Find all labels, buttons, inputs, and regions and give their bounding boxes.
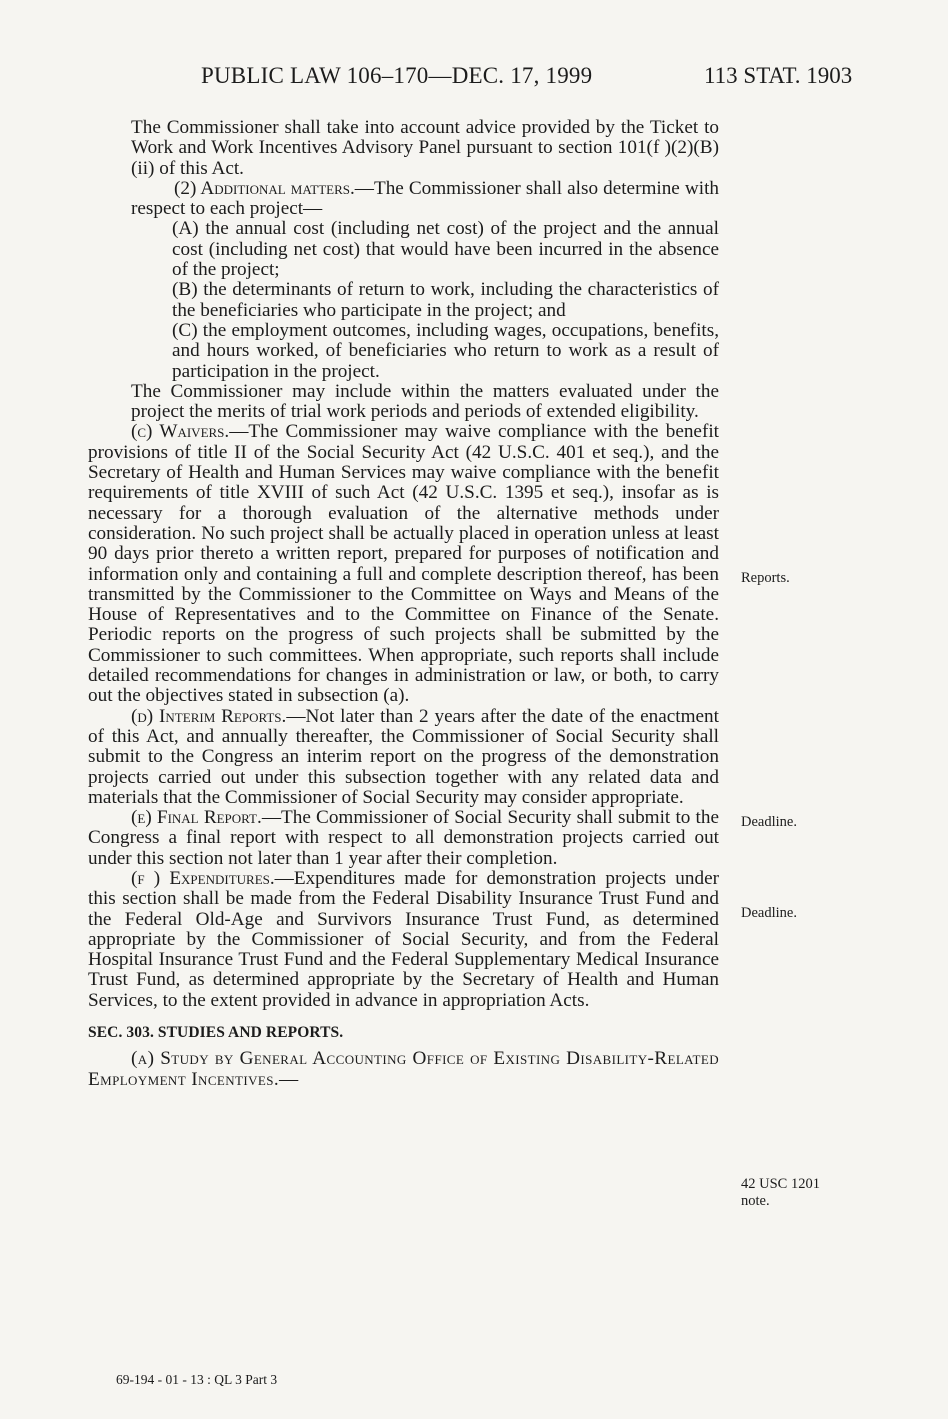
footer-print-code: 69-194 - 01 - 13 : QL 3 Part 3 <box>116 1372 278 1387</box>
text-additional-matters: —The Commissioner shall also determine with respect to each project— <box>131 177 719 220</box>
margin-note-deadline-interim: Deadline. <box>741 814 797 830</box>
heading-interim-reports: (d) Interim Reports. <box>131 705 287 727</box>
subsection-d-interim-reports <box>88 707 719 808</box>
text-waivers: —The Commissioner may waive compliance with the benefit provisions of title II of the Social Security Act (42 U.S.C. 401 et seq.), and the Secretary of Health and Human Services may waive compliance with the benefit requirements of title XVIII of such Act (42 U.S.C. 1395 et seq.), insofar as is necessary for a thorough evaluation of the alternative methods under consideration. No such project shall be actually placed in operation unless at least 90 days prior thereto a written report, prepared for purposes of notification and information only and containing a full and complete description thereof, has been transmitted by the Commissioner to the Committee on Ways and Means of the House of Representatives and to the Committee on Finance of the Senate. Periodic reports on the progress of such projects shall be submitted by the Commissioner to such committees. When appropriate, such reports shall include detailed recommendations for changes in administration or law, or both, to carry out the objectives stated in subsection (a). <box>88 421 719 707</box>
section-303-heading: SEC. 303. STUDIES AND REPORTS. <box>88 1024 344 1042</box>
subparagraph-b <box>88 280 719 321</box>
paragraph-trial-work <box>88 382 719 423</box>
text-final-report: —The Commissioner of Social Security shall submit to the Congress a final report with respect to all demonstration projects carried out under this section not later than 1 year after their completion. <box>88 807 719 869</box>
heading-additional-matters: (2) Additional matters. <box>174 177 355 199</box>
subparagraph-a <box>88 219 719 280</box>
text-interim-reports: —Not later than 2 years after the date of the enactment of this Act, and annually thereafter, the Commissioner of Social Security shall submit to the Congress an interim report on the progress of the demonstration projects carried out under this subsection together with any related data and materials that the Commissioner of Social Security may consider appropriate. <box>88 705 719 808</box>
subsection-e-final-report <box>88 808 719 869</box>
paragraph-additional-matters <box>88 179 719 220</box>
margin-note-deadline-final: Deadline. <box>741 905 797 921</box>
text-subparagraph-c: (C) the employment outcomes, including wages, occupations, benefits, and hours worked, of beneficiaries who return to work as a result of participation in the project. <box>172 319 719 382</box>
statute-body <box>88 118 719 1090</box>
heading-waivers: (c) Waivers. <box>131 421 230 443</box>
text-subparagraph-b: (B) the determinants of return to work, including the characteristics of the beneficiaries who participate in the project; and <box>172 279 719 321</box>
heading-expenditures: (f ) Expenditures. <box>131 867 275 889</box>
text-trial-work: The Commissioner may include within the matters evaluated under the project the merits of trial work periods and periods of extended eligibility. <box>131 380 719 423</box>
margin-note-reports: Reports. <box>741 570 790 586</box>
page-number: 113 STAT. 1903 <box>704 63 853 88</box>
margin-note-usc-citation: 42 USC 1201 note. <box>741 1176 820 1209</box>
subsection-f-expenditures <box>88 869 719 1011</box>
text-subparagraph-a: (A) the annual cost (including net cost) of the project and the annual cost (including net cost) that would have been incurred in the absence of the project; <box>172 218 719 281</box>
section-303-subsection-a: (a) Study by General Accounting Office of Existing Disability-Related Employment Incentives.— <box>88 1048 719 1090</box>
running-header-title: PUBLIC LAW 106–170—DEC. 17, 1999 <box>201 63 593 88</box>
heading-final-report: (e) Final Report. <box>131 807 262 829</box>
subparagraph-c <box>88 321 719 382</box>
paragraph-advice: The Commissioner shall take into account advice provided by the Ticket to Work and Work Incentives Advisory Panel pursuant to section 101(f )(2)(B)(ii) of this Act. <box>131 117 719 179</box>
text-expenditures: —Expenditures made for demonstration projects under this section shall be made from the Federal Disability Insurance Trust Fund and the Federal Old-Age and Survivors Insurance Trust Fund, as determined appropriate by the Commissioner of Social Security, and from the Federal Hospital Insurance Trust Fund and the Federal Supplementary Medical Insurance Trust Fund, as determined appropriate by the Secretary of Health and Human Services, to the extent provided in advance in appropriation Acts. <box>88 867 719 1011</box>
subsection-c-waivers <box>88 422 719 706</box>
